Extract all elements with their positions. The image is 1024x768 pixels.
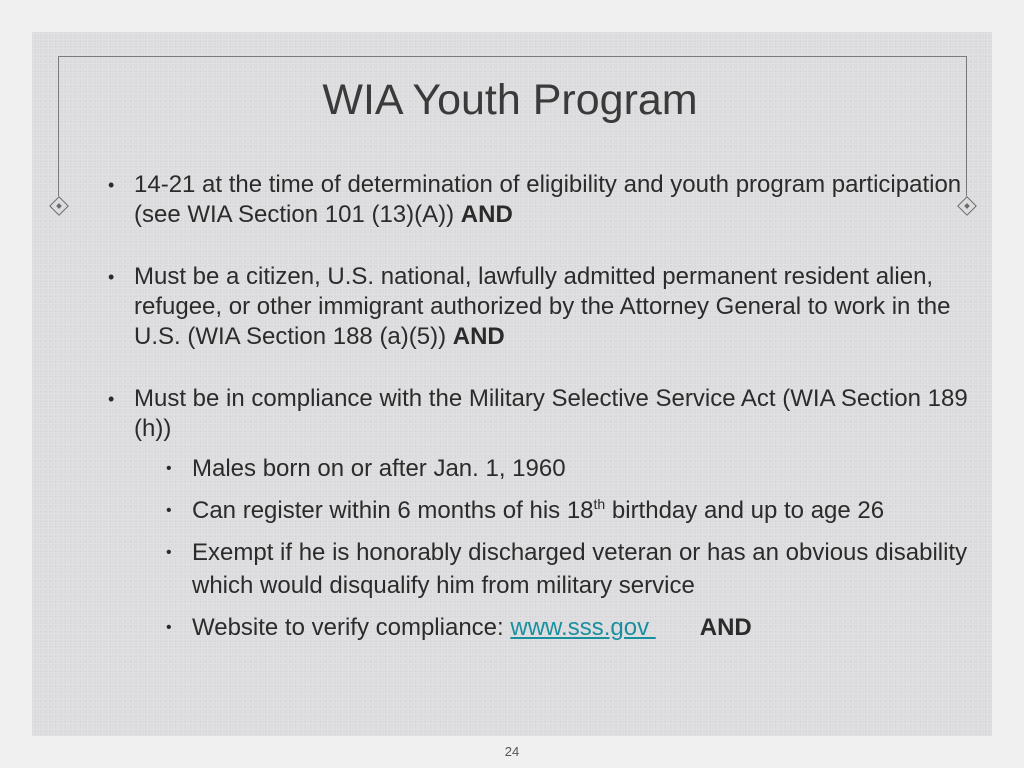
sub-bullet-website xyxy=(166,611,968,644)
sub-bullet-dot-icon: • xyxy=(166,502,172,519)
sub-bullet-dot-icon: • xyxy=(166,544,172,561)
sub-bullet-list xyxy=(166,452,968,644)
frame-line-top xyxy=(58,56,966,57)
frame-line-left xyxy=(58,56,59,196)
sub-bullet-register xyxy=(166,494,968,527)
bullet-emphasis: AND xyxy=(452,323,505,350)
bullet-text: Must be in compliance with the Military Selective Service Act (WIA Section 189 (h)) xyxy=(134,385,968,442)
bullet-citizenship xyxy=(108,262,968,352)
bullet-age-eligibility xyxy=(108,170,968,230)
slide-content xyxy=(108,170,968,653)
slide-title: WIA Youth Program xyxy=(322,76,698,124)
sss-website-link[interactable]: www.sss.gov xyxy=(510,614,656,641)
bullet-text: Must be a citizen, U.S. national, lawfully admitted permanent resident alien, refugee, or other immigrant authorized by the Attorney General to work in the U.S. (WIA Section 188 (a)(5)) xyxy=(134,263,951,350)
superscript-th: th xyxy=(593,496,606,512)
bullet-emphasis: AND xyxy=(460,201,513,228)
bullet-dot-icon: • xyxy=(108,175,115,195)
sub-bullet-dot-icon: • xyxy=(166,460,172,477)
bullet-dot-icon: • xyxy=(108,267,115,287)
sub-bullet-exempt xyxy=(166,536,968,602)
sub-bullet-text: Can register within 6 months of his 18 xyxy=(192,497,594,524)
bullet-dot-icon: • xyxy=(108,389,115,409)
sub-bullet-text-cont: birthday and up to age 26 xyxy=(605,497,885,524)
sub-bullet-text: Exempt if he is honorably discharged veteran or has an obvious disability which would disqualify him from military service xyxy=(192,539,968,599)
sub-bullet-dot-icon: • xyxy=(166,619,172,636)
sub-bullet-text: Males born on or after Jan. 1, 1960 xyxy=(192,455,566,482)
bullet-text: 14-21 at the time of determination of eligibility and youth program participation (see WIA Section 101 (13)(A)) xyxy=(134,171,962,228)
bullet-emphasis: AND xyxy=(699,614,752,641)
sub-bullet-text: Website to verify compliance: xyxy=(192,614,511,641)
sub-bullet-born xyxy=(166,452,968,485)
bullet-selective-service xyxy=(108,384,968,644)
page-number: 24 xyxy=(504,744,520,759)
